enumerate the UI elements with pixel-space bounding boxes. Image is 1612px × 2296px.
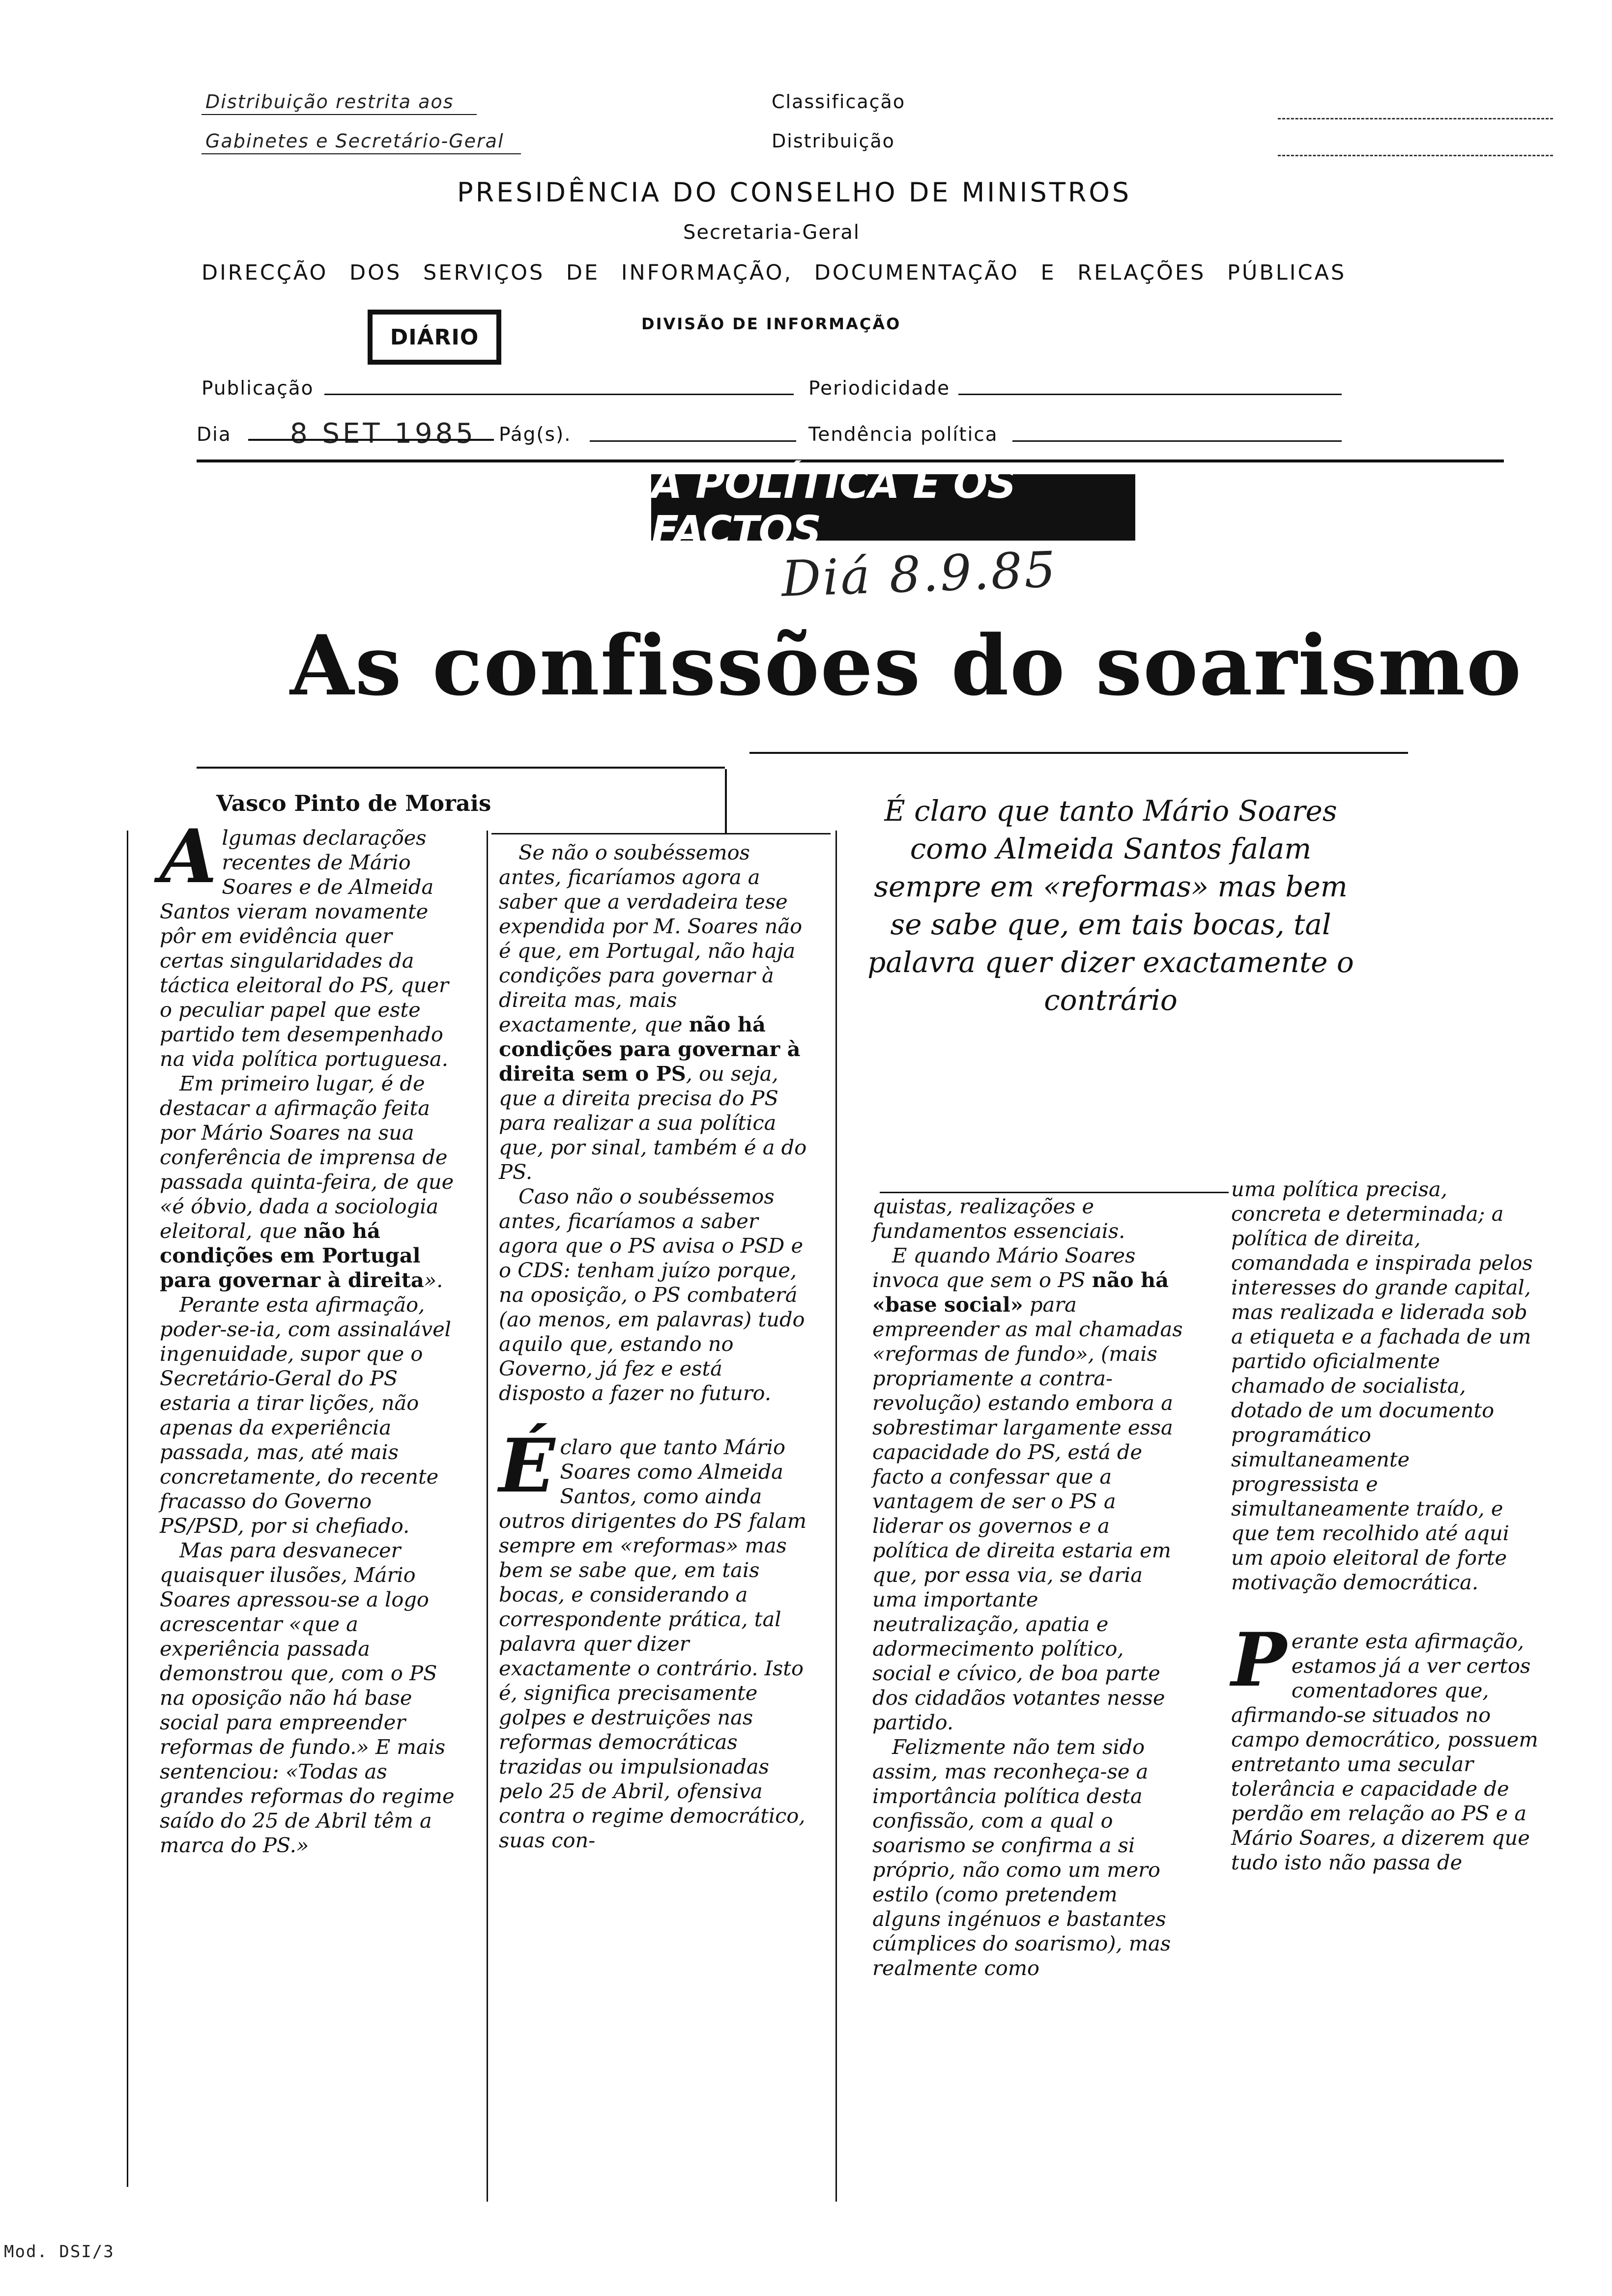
periodicity-label: Periodicidade	[808, 377, 950, 400]
col2-paragraph-1-bold: não há condições para governar à direita sem o PS	[499, 1012, 801, 1086]
col3-top-rule	[880, 1192, 1229, 1193]
date-stamp: 8 SET 1985	[290, 418, 476, 450]
col2-paragraph-3: claro que tanto Mário Soares como Almeida Santos, como ainda outros dirigentes do PS falam sempre em «reformas» mas bem se sabe que, em tais bocas, e considerando a correspondente prática, tal palavra quer dizer exactamente o contrário. Isto é, significa precisamente golpes e destruições nas reformas democráticas trazidas ou impulsionadas pelo 25 de Abril, ofensiva contra o regime democrático, suas con-	[499, 1435, 806, 1852]
column-divider-3	[835, 831, 837, 2202]
article-column-3	[872, 1194, 1187, 1980]
periodicity-field	[958, 393, 1342, 395]
col1-paragraph-1-emphasis: vieram novamente pôr em evidência quer certas singularidades da táctica eleitoral do PS, quer o peculiar papel que este partido tem desempenhado na vida política portuguesa.	[160, 899, 449, 1071]
col3-paragraph-2-text: E quando Mário Soares invoca que sem o PS	[872, 1243, 1136, 1292]
distribution-label: Distribuição	[772, 130, 895, 152]
dropcap-e: É	[499, 1423, 555, 1509]
publication-label: Publicação	[202, 377, 314, 400]
pages-field	[590, 440, 796, 442]
col1-paragraph-1-text: lgumas declarações recentes de Mário Soares e de Almeida Santos	[160, 826, 434, 923]
classification-field	[1278, 118, 1553, 119]
section-banner: A POLÍTICA E OS FACTOS	[651, 474, 1135, 541]
byline-divider	[725, 769, 727, 833]
pages-label: Pág(s).	[499, 424, 572, 446]
col3-paragraph-1: quistas, realizações e fundamentos essenciais.	[872, 1194, 1125, 1243]
col2-paragraph-1-end: , ou seja, que a direita precisa do PS para realizar a sua política que, por sinal, também é a do PS.	[499, 1062, 807, 1184]
political-tendency-label: Tendência política	[808, 424, 998, 446]
date-field-line	[248, 439, 494, 441]
pull-quote: É claro que tanto Mário Soares como Almeida Santos falam sempre em «reformas» mas bem se sabe que, em tais bocas, tal palavra quer dizer exactamente o contrário	[867, 794, 1354, 1017]
political-tendency-field	[1012, 440, 1342, 442]
col1-paragraph-2-bold: não há condições em Portugal para governar à direita	[160, 1219, 424, 1292]
publication-field	[324, 393, 794, 395]
handwritten-note: Diá 8.9.85	[780, 541, 1059, 608]
distribution-note-line2: Gabinetes e Secretário-Geral	[205, 130, 504, 152]
headline: As confissões do soarismo	[290, 617, 1523, 714]
byline: Vasco Pinto de Morais	[216, 790, 491, 816]
distribution-field	[1278, 155, 1553, 156]
col4-paragraph-2: erante esta afirmação, estamos já a ver certos comentadores que, afirmando-se situados no campo democrático, possuem entretanto uma secular tolerância e capacidade de perdão em relação ao PS e a Mário Soares, a dizerem que tudo isto não passa de	[1231, 1629, 1538, 1874]
article-column-4	[1231, 1177, 1538, 1875]
distribution-note-underline-1	[202, 113, 477, 115]
article-column-1	[160, 813, 460, 1858]
col2-paragraph-2: Caso não o soubéssemos antes, ficaríamos a saber agora que o PS avisa o PSD e o CDS: tenham juízo porque, na oposição, o PS combaterá (ao menos, em palavras) tudo aquilo que, estando no Governo, já fez e está disposto a fazer no futuro.	[499, 1184, 805, 1405]
classification-label: Classificação	[772, 91, 906, 113]
col2-paragraph-1-text: Se não o soubéssemos antes, ficaríamos agora a saber que a verdadeira tese expendida por M. Soares não é que, em Portugal, não haja condições para governar à direita mas, mais exactamente, que	[499, 840, 803, 1036]
col1-paragraph-4: Mas para desvanecer quaisquer ilusões, Mário Soares apressou-se a logo acrescentar «que a experiência passada demonstrou que, com o PS na oposição não há base social para empreender reformas de fundo.» E mais sentenciou: «Todas as grandes reformas do regime saído do 25 de Abril têm a marca do PS.»	[160, 1538, 455, 1857]
division-label: DIVISÃO DE INFORMAÇÃO	[641, 315, 901, 333]
col4-paragraph-1: uma política precisa, concreta e determinada; a política de direita, comandada e inspirada pelos interesses do grande capital, mas realizada e liderada sob a etiqueta e a fachada de um partido oficialmente chamado de socialista, dotado de um documento programático simultaneamente progressista e simultaneamente traído, e que tem recolhido até aqui um apoio eleitoral de forte motivação democrática.	[1231, 1177, 1533, 1594]
dropcap-p: P	[1231, 1617, 1287, 1703]
org-department: DIRECÇÃO DOS SERVIÇOS DE INFORMAÇÃO, DOCUMENTAÇÃO E RELAÇÕES PÚBLICAS	[202, 260, 1347, 285]
headline-rule-right	[749, 752, 1408, 754]
day-label: Dia	[197, 424, 231, 446]
column-divider-1	[127, 831, 128, 2187]
headline-rule-left	[197, 767, 725, 769]
article-column-2	[499, 840, 813, 1853]
col3-paragraph-3: Felizmente não tem sido assim, mas reconheça-se a importância política desta confissão, com a qual o soarismo se confirma a si próprio, não como um mero estilo (como pretendem alguns ingénuos e bastantes cúmplices do soarismo), mas realmente como	[872, 1735, 1171, 1980]
col2-top-rule	[491, 833, 831, 834]
form-code: Mod. DSI/3	[4, 2242, 115, 2262]
col3-paragraph-2-rest: para empreender as mal chamadas «reformas de fundo», (mais propriamente a contra-revolução) estando embora a sobrestimar largamente essa capacidade do PS, está de facto a confessar que a vantagem de ser o PS a liderar os governos e a política de direita estaria em que, por essa via, se daria uma importante neutralização, apatia e adormecimento político, social e cívico, de boa parte dos cidadãos votantes nesse partido.	[872, 1292, 1183, 1734]
col1-paragraph-3: Perante esta afirmação, poder-se-ia, com assinalável ingenuidade, supor que o Secretário-Geral do PS estaria a tirar lições, não apenas da experiência passada, mas, até mais concretamente, do recente fracasso do Governo PS/PSD, por si chefiado.	[160, 1292, 451, 1538]
publication-stamp: DIÁRIO	[368, 310, 501, 365]
col1-paragraph-2-end: ».	[424, 1268, 443, 1292]
col1-paragraph-2-text: Em primeiro lugar, é de destacar a afirmação feita por Mário Soares na sua conferência de imprensa de passada quinta-feira, de que «é óbvio, dada a sociologia eleitoral, que	[160, 1071, 454, 1243]
org-subtitle: Secretaria-Geral	[683, 221, 861, 244]
column-divider-2	[487, 831, 488, 2202]
org-title: PRESIDÊNCIA DO CONSELHO DE MINISTROS	[457, 177, 1132, 208]
dropcap-a: A	[160, 813, 217, 900]
distribution-note-line1: Distribuição restrita aos	[205, 91, 454, 113]
distribution-note-underline-2	[202, 152, 521, 154]
col3-paragraph-2-bold: não há «base social»	[872, 1268, 1169, 1317]
